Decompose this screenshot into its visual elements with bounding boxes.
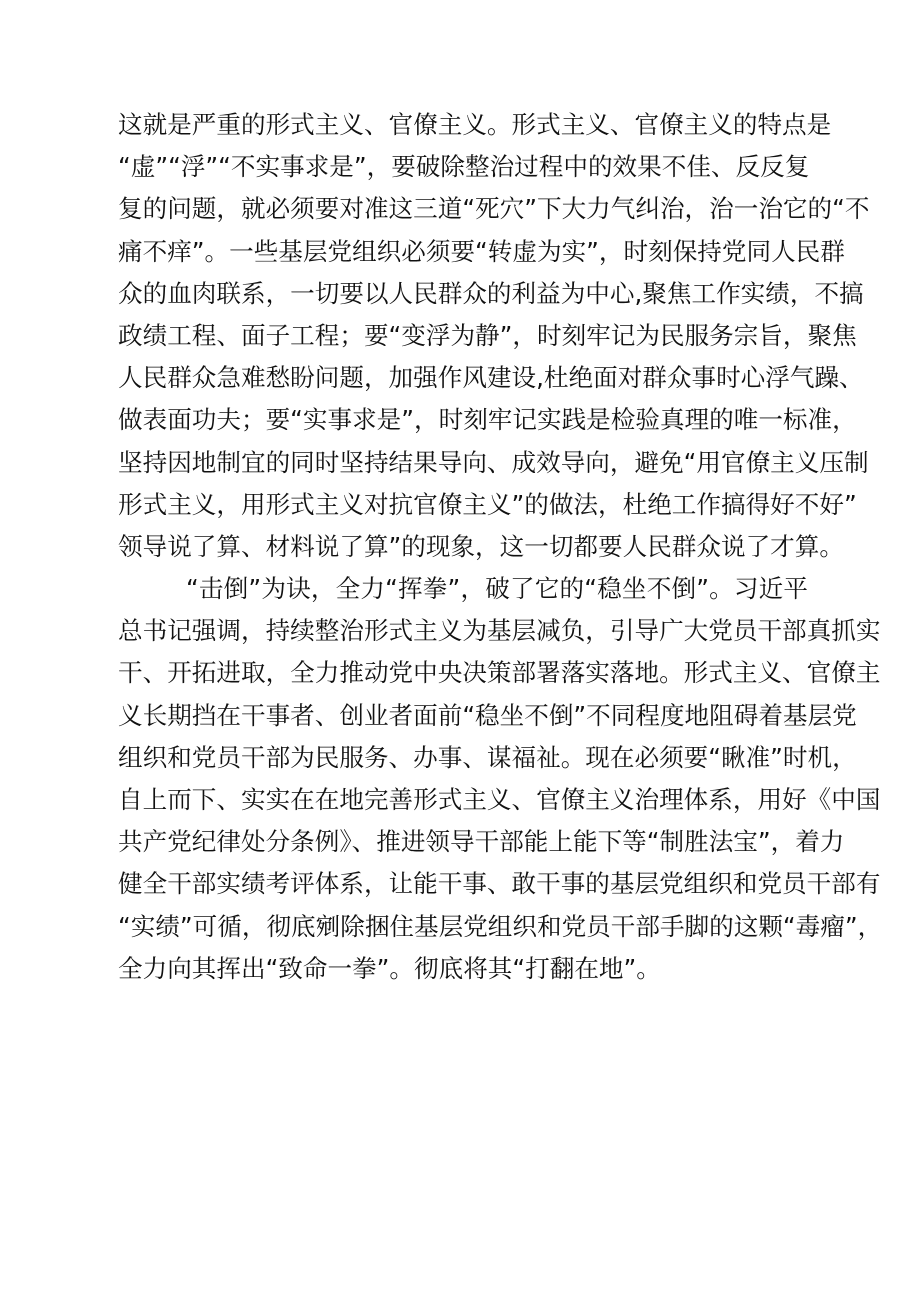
text-line: 众的血肉联系，一切要以人民群众的利益为中心,聚焦工作实绩，不搞 <box>118 278 864 308</box>
text-line: 痛不痒”。一些基层党组织必须要“转虚为实”，时刻保持党同人民群 <box>118 236 845 266</box>
text-line: 这就是严重的形式主义、官僚主义。形式主义、官僚主义的特点是 <box>118 110 832 139</box>
document-body <box>118 104 883 990</box>
text-line: 领导说了算、材料说了算”的现象，这一切都要人民群众说了才算。 <box>118 531 844 561</box>
text-line: 人民群众急难愁盼问题，加强作风建设,杜绝面对群众事时心浮气躁、 <box>118 363 864 393</box>
text-line: 总书记强调，持续整治形式主义为基层减负，引导广大党员干部真抓实 <box>118 616 881 646</box>
text-line: 形式主义，用形式主义对抗官僚主义”的做法，杜绝工作搞得好不好” <box>118 489 857 519</box>
text-line: 组织和党员干部为民服务、办事、谋福祉。现在必须要“瞅准”时机， <box>118 742 857 772</box>
text-line: 共产党纪律处分条例》、推进领导干部能上能下等“制胜法宝”，着力 <box>118 827 845 857</box>
text-line: 坚持因地制宜的同时坚持结果导向、成效导向，避免“用官僚主义压制 <box>118 447 869 477</box>
text-line: 全力向其挥出“致命一拳”。彻底将其“打翻在地”。 <box>118 953 661 983</box>
text-line: 义长期挡在干事者、创业者面前“稳坐不倒”不同程度地阻碍着基层党 <box>118 700 857 730</box>
paragraph-1 <box>118 104 870 568</box>
text-line: “虚”“浮”“不实事求是”，要破除整治过程中的效果不佳、反反复 <box>118 152 810 182</box>
text-line: 干、开拓进取，全力推动党中央决策部署落实落地。形式主义、官僚主 <box>118 658 881 688</box>
text-line: “击倒”为诀，全力“挥拳”，破了它的“稳坐不倒”。习近平 <box>186 574 808 604</box>
text-line: 复的问题，就必须要对准这三道“死穴”下大力气纠治，治一治它的“不 <box>118 194 870 224</box>
paragraph-2 <box>118 568 883 990</box>
text-line: 政绩工程、面子工程；要“变浮为静”，时刻牢记为民服务宗旨，聚焦 <box>118 320 857 350</box>
text-line: 健全干部实绩考评体系，让能干事、敢干事的基层党组织和党员干部有 <box>118 869 881 899</box>
text-line: “实绩”可循，彻底剜除捆住基层党组织和党员干部手脚的这颗“毒瘤”， <box>118 911 883 941</box>
text-line: 自上而下、实实在在地完善形式主义、官僚主义治理体系，用好《中国 <box>118 785 881 814</box>
text-line: 做表面功夫；要“实事求是”，时刻牢记实践是检验真理的唯一标准， <box>118 405 857 435</box>
